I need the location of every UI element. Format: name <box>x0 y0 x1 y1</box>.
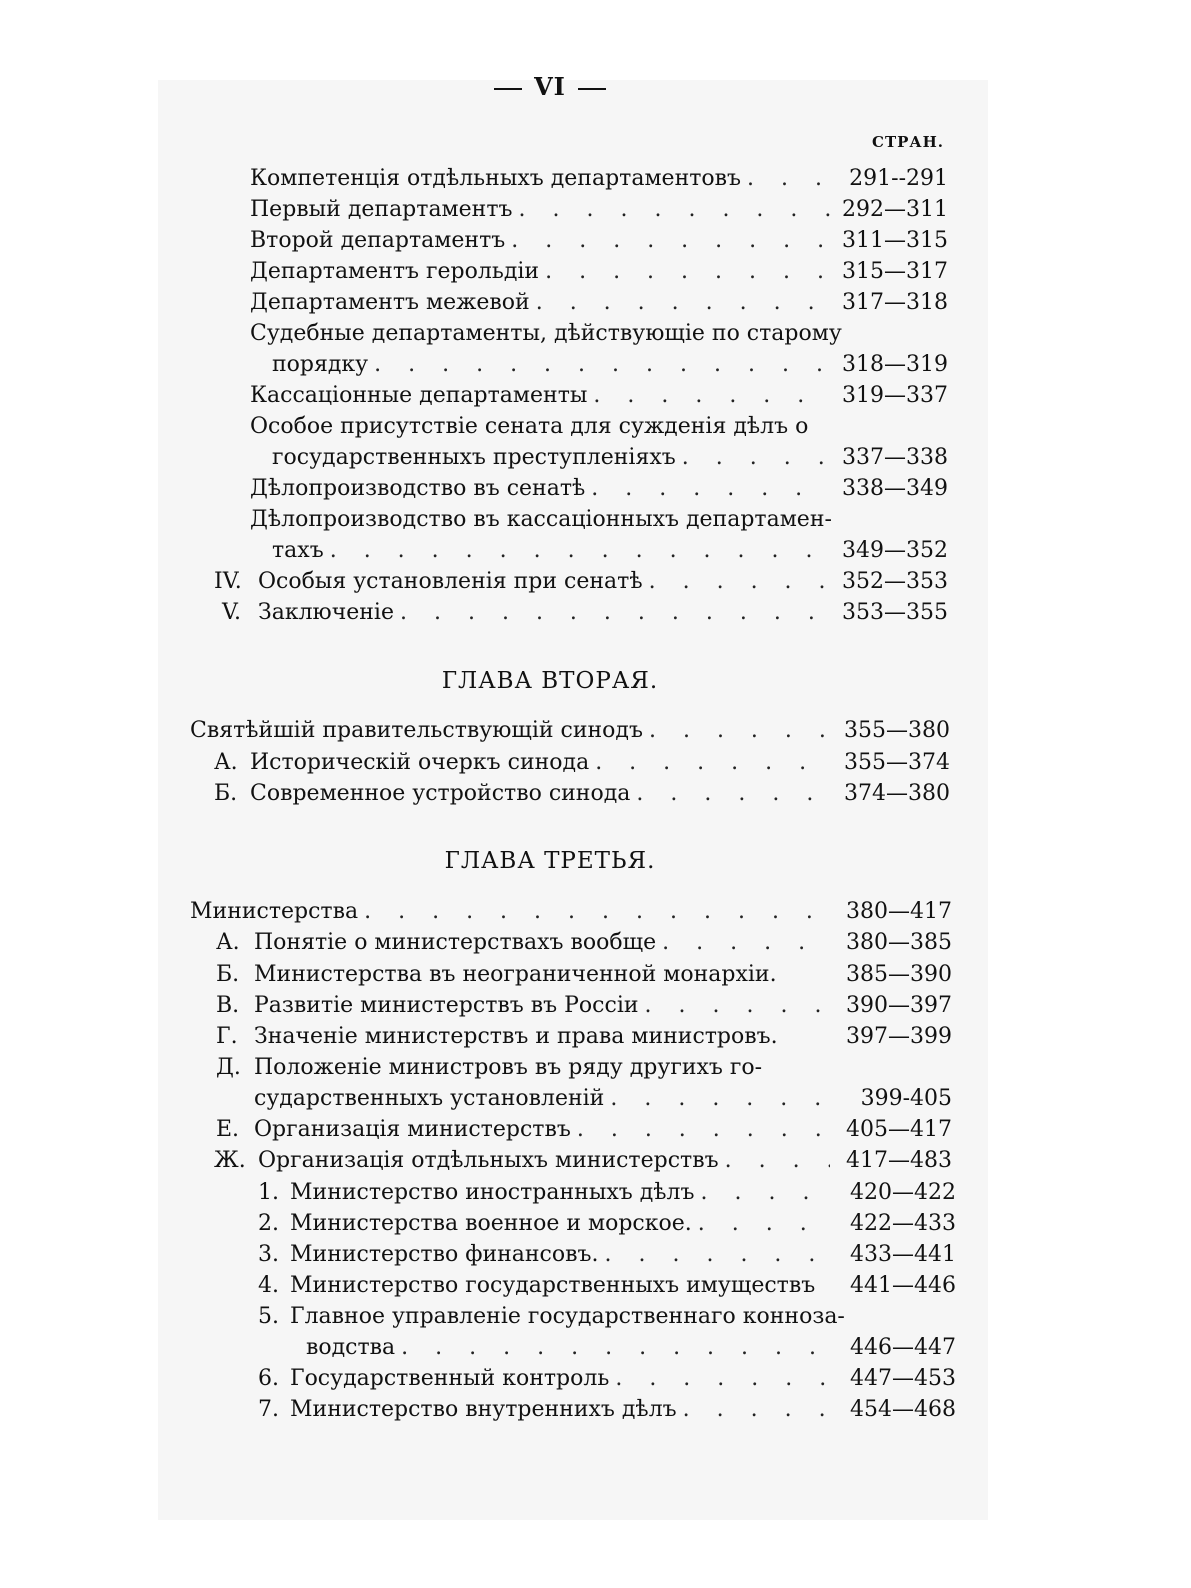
toc-entry: Министерства . . . <box>190 899 830 929</box>
toc-entry: Заключеніе . . . <box>258 600 830 630</box>
toc-entry: Министерство внутреннихъ дѣлъ . . . <box>290 1397 830 1427</box>
toc-pages: 441—446 <box>850 1273 956 1298</box>
toc-pages: 380—385 <box>846 930 952 955</box>
toc-pages: 399-405 <box>860 1086 952 1111</box>
toc-pages: 390—397 <box>846 993 952 1018</box>
toc-entry: Особое присутствіе сената для сужденія дѣлъ о <box>250 414 809 439</box>
toc-entry: Второй департаментъ . . . <box>250 228 830 258</box>
toc-entry-number: Б. <box>214 781 238 806</box>
toc-pages: 355—374 <box>844 750 950 775</box>
toc-entry: Министерства военное и морское. . . . <box>290 1211 830 1241</box>
toc-pages: 420—422 <box>850 1180 956 1205</box>
toc-pages: 349—352 <box>842 538 948 563</box>
toc-pages: 352—353 <box>842 569 948 594</box>
toc-pages: 380—417 <box>846 899 952 924</box>
toc-entry-number: 5. <box>258 1304 279 1329</box>
toc-pages: 291--291 <box>849 166 948 191</box>
pages-column-label: СТРАН. <box>872 133 944 151</box>
toc-pages: 433—441 <box>850 1242 956 1267</box>
toc-entry-continued: сударственныхъ установленій . . . <box>254 1086 830 1116</box>
toc-entry-number: Г. <box>216 1024 238 1049</box>
toc-entry-number: 3. <box>258 1242 279 1267</box>
toc-entry-number: Д. <box>216 1055 241 1080</box>
toc-pages: 446—447 <box>850 1335 956 1360</box>
toc-entry: Значеніе министерствъ и права министровъ. <box>254 1024 778 1049</box>
toc-entry-number: Б. <box>216 962 240 987</box>
toc-entry-number: Е. <box>216 1117 240 1142</box>
toc-entry-number: IV. <box>214 569 242 594</box>
toc-pages: 319—337 <box>842 383 948 408</box>
toc-entry: Первый департаментъ . . . <box>250 197 830 227</box>
toc-entry-number: 6. <box>258 1366 279 1391</box>
toc-pages: 417—483 <box>846 1148 952 1173</box>
toc-entry: Министерство иностранныхъ дѣлъ . . . <box>290 1180 830 1210</box>
toc-pages: 311—315 <box>842 228 948 253</box>
toc-pages: 422—433 <box>850 1211 956 1236</box>
toc-entry: Историческій очеркъ синода . . . <box>250 750 830 780</box>
toc-pages: 374—380 <box>844 781 950 806</box>
toc-entry-number: А. <box>214 750 238 775</box>
toc-entry-number: 1. <box>258 1180 279 1205</box>
toc-entry: Государственный контроль . . . <box>290 1366 830 1396</box>
toc-entry-continued: порядку . . . <box>272 352 830 382</box>
toc-entry: Судебные департаменты, дѣйствующіе по старому <box>250 321 842 346</box>
toc-entry: Министерства въ неограниченной монархіи. <box>254 962 777 987</box>
toc-entry: Организація отдѣльныхъ министерствъ . . . <box>258 1148 830 1178</box>
page-number: VI <box>0 72 1100 101</box>
toc-entry: Министерство финансовъ. . . . <box>290 1242 830 1272</box>
toc-entry: Кассаціонные департаменты . . . <box>250 383 830 413</box>
toc-entry-number: 2. <box>258 1211 279 1236</box>
toc-pages: 405—417 <box>846 1117 952 1142</box>
toc-entry: Положеніе министровъ въ ряду другихъ го- <box>254 1055 763 1080</box>
toc-pages: 385—390 <box>846 962 952 987</box>
toc-entry: Современное устройство синода . . . <box>250 781 830 811</box>
toc-entry-number: V. <box>222 600 242 625</box>
toc-entry: Главное управленіе государственнаго конноза- <box>290 1304 845 1329</box>
toc-pages: 353—355 <box>842 600 948 625</box>
toc-entry-number: 7. <box>258 1397 279 1422</box>
toc-pages: 318—319 <box>842 352 948 377</box>
toc-pages: 447—453 <box>850 1366 956 1391</box>
toc-entry: Министерство государственныхъ имуществъ <box>290 1273 816 1298</box>
toc-entry: Святѣйшій правительствующій синодъ . . . <box>190 718 830 748</box>
toc-entry: Компетенція отдѣльныхъ департаментовъ . . . <box>250 166 830 196</box>
toc-entry-continued: водства . . . <box>306 1335 830 1365</box>
toc-pages: 292—311 <box>842 197 948 222</box>
chapter-title: ГЛАВА ВТОРАЯ. <box>441 668 659 694</box>
toc-entry-number: 4. <box>258 1273 279 1298</box>
toc-entry-number: А. <box>216 930 240 955</box>
toc-entry-number: В. <box>216 993 240 1018</box>
toc-entry: Департаментъ герольдіи . . . <box>250 259 830 289</box>
toc-entry-continued: государственныхъ преступленіяхъ . . . <box>272 445 830 475</box>
toc-entry-continued: тахъ . . . <box>272 538 830 568</box>
toc-pages: 355—380 <box>844 718 950 743</box>
toc-entry: Понятіе о министерствахъ вообще . . . <box>254 930 830 960</box>
toc-entry: Дѣлопроизводство въ сенатѣ . . . <box>250 476 830 506</box>
toc-entry-number: Ж. <box>214 1148 246 1173</box>
toc-pages: 317—318 <box>842 290 948 315</box>
chapter-title: ГЛАВА ТРЕТЬЯ. <box>444 848 656 874</box>
toc-pages: 337—338 <box>842 445 948 470</box>
toc-entry: Организація министерствъ . . . <box>254 1117 830 1147</box>
toc-pages: 397—399 <box>846 1024 952 1049</box>
toc-pages: 315—317 <box>842 259 948 284</box>
toc-pages: 338—349 <box>842 476 948 501</box>
toc-entry: Особыя установленія при сенатѣ . . . <box>258 569 830 599</box>
toc-entry: Развитіе министерствъ въ Россіи . . . <box>254 993 830 1023</box>
toc-entry: Департаментъ межевой . . . <box>250 290 830 320</box>
toc-entry: Дѣлопроизводство въ кассаціонныхъ департамен- <box>250 507 832 532</box>
toc-pages: 454—468 <box>850 1397 956 1422</box>
